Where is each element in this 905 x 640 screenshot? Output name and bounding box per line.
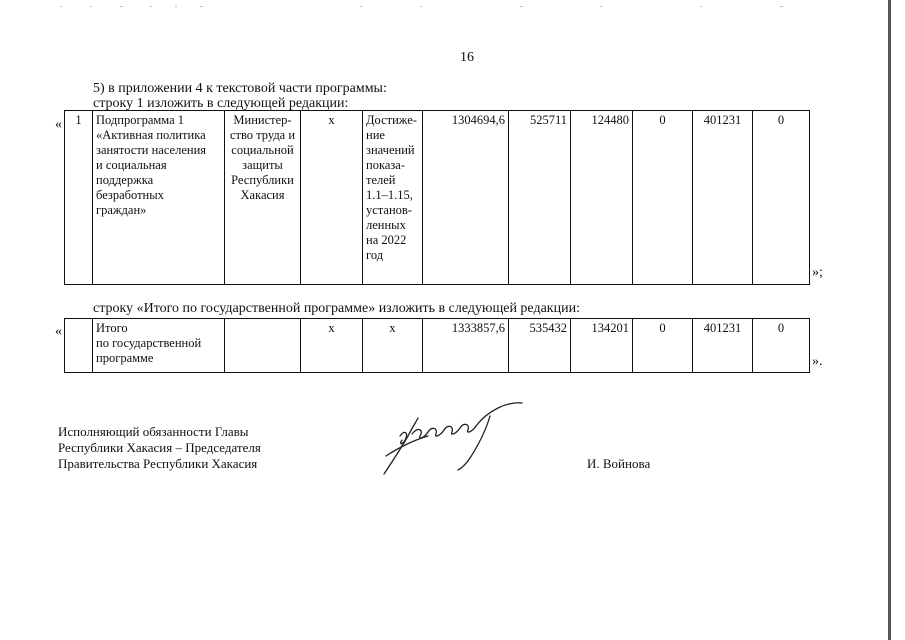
funding-value-2: 134201 [571,319,633,373]
ministry-line: Министер- [233,113,292,127]
funding-value-2: 124480 [571,111,633,285]
row-number: 1 [65,111,93,285]
responsible-ministry [225,111,301,285]
mark-cell: x [301,319,363,373]
goal-description [363,111,423,285]
table-row [65,319,810,373]
ministry-line: ство труда и [229,128,296,142]
total-label-line: Итого [96,321,128,335]
close-quote-2: ». [812,354,823,369]
goal-line: установ- [366,203,412,217]
goal-line: год [366,248,384,262]
name-line: граждан» [96,203,147,217]
funding-value-3: 0 [633,111,693,285]
funding-value-4: 401231 [693,111,753,285]
goal-line: значений [366,143,415,157]
name-line: занятости населения [96,143,207,157]
funding-value-1: 525711 [509,111,571,285]
page-number: 16 [460,50,474,65]
ministry-line: социальной [231,143,294,157]
goal-line: на 2022 [366,233,407,247]
program-table-row-1 [64,110,810,285]
close-quote-1: »; [812,265,823,280]
open-quote-2: « [55,324,62,339]
goal-line: показа- [366,158,406,172]
total-label-line: программе [96,351,154,365]
funding-value-4: 401231 [693,319,753,373]
table-row [65,111,810,285]
name-line: Подпрограмма 1 [96,113,185,127]
total-funding: 1333857,6 [423,319,509,373]
funding-value-3: 0 [633,319,693,373]
intro-line-1: 5) в приложении 4 к текстовой части программы: [93,81,387,96]
name-line: безработных [96,188,164,202]
subprogram-name [93,111,225,285]
name-line: и социальная [96,158,167,172]
funding-value-5: 0 [753,111,810,285]
name-line: поддержка [96,173,154,187]
open-quote-1: « [55,117,62,132]
intro-line-2: строку 1 изложить в следующей редакции: [93,96,349,111]
program-table-total [64,318,810,373]
total-funding: 1304694,6 [423,111,509,285]
ministry-line: защиты [242,158,283,172]
total-label [93,319,225,373]
funding-value-1: 535432 [509,319,571,373]
intro-line-3: строку «Итого по государственной программе» изложить в следующей редакции: [93,301,580,316]
mark-cell: x [301,111,363,285]
goal-line: ние [366,128,385,142]
goal-line: ленных [366,218,406,232]
goal-line: 1.1–1.15, [366,188,413,202]
signatory-title-line: Правительства Республики Хакасия [58,456,258,471]
signatory-name: И. Войнова [587,456,651,471]
signatory-title-line: Республики Хакасия – Председателя [58,440,261,455]
name-line: «Активная политика [96,128,206,142]
ministry-line: Республики [231,173,294,187]
handwritten-signature [378,400,528,480]
signatory-title [58,424,261,472]
mark-cell: x [363,319,423,373]
scan-artifact-top [0,0,905,12]
goal-line: Достиже- [366,113,417,127]
goal-line: телей [366,173,396,187]
scan-edge [888,0,891,640]
total-label-line: по государственной [96,336,202,350]
funding-value-5: 0 [753,319,810,373]
ministry-line: Хакасия [240,188,285,202]
signatory-title-line: Исполняющий обязанности Главы [58,424,249,439]
empty-cell [65,319,93,373]
empty-cell [225,319,301,373]
